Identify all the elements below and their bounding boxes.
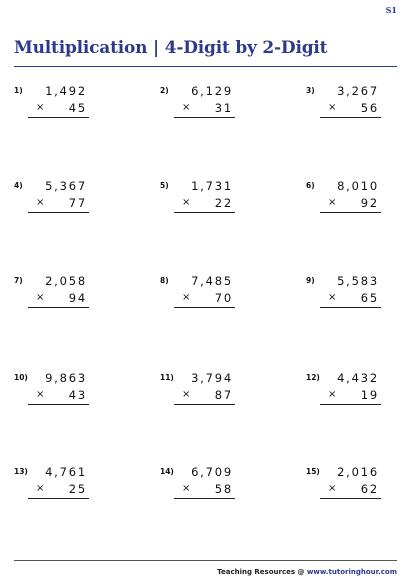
answer-line [320,498,381,499]
multiplier: 77 [68,196,87,210]
multiply-sign: × [328,292,337,303]
problem-number: 12) [306,373,320,382]
multiplicand: 8,010 [337,179,379,193]
page-title: Multiplication | 4-Digit by 2-Digit [14,38,328,58]
multiplier: 31 [214,101,233,115]
footer-label: Teaching Resources @ [217,568,305,576]
multiplier: 70 [214,291,233,305]
answer-line [320,117,381,118]
multiply-sign: × [182,292,191,303]
multiplicand: 2,058 [45,274,87,288]
multiplicand: 5,583 [337,274,379,288]
multiplicand: 6,709 [191,465,233,479]
answer-line [28,307,89,308]
multiplicand: 3,794 [191,371,233,385]
multiply-sign: × [328,389,337,400]
problem-15 [306,467,379,527]
multiply-sign: × [36,197,45,208]
multiply-sign: × [328,197,337,208]
problem-number: 7) [14,276,23,285]
problem-number: 8) [160,276,169,285]
problem-number: 1) [14,86,23,95]
multiplier: 43 [68,388,87,402]
multiply-sign: × [328,102,337,113]
answer-line [320,404,381,405]
problem-number: 14) [160,467,174,476]
multiplicand: 9,863 [45,371,87,385]
problem-number: 2) [160,86,169,95]
multiplicand: 3,267 [337,84,379,98]
answer-line [174,404,235,405]
multiplicand: 4,761 [45,465,87,479]
multiplier: 22 [214,196,233,210]
answer-line [28,498,89,499]
problem-7 [14,276,87,336]
multiplier: 87 [214,388,233,402]
problem-11 [160,373,233,433]
answer-line [174,117,235,118]
problem-2 [160,86,233,146]
answer-line [28,404,89,405]
problem-number: 13) [14,467,28,476]
problem-1 [14,86,87,146]
multiplier: 45 [68,101,87,115]
problem-4 [14,181,87,241]
problem-13 [14,467,87,527]
problem-6 [306,181,379,241]
problem-number: 9) [306,276,315,285]
footer-link[interactable]: www.tutoringhour.com [306,568,397,576]
multiply-sign: × [328,483,337,494]
multiplier: 65 [360,291,379,305]
answer-line [174,307,235,308]
multiplicand: 2,016 [337,465,379,479]
sheet-code: S1 [385,5,397,15]
multiplier: 19 [360,388,379,402]
answer-line [320,307,381,308]
multiply-sign: × [182,197,191,208]
problem-9 [306,276,379,336]
multiplicand: 5,367 [45,179,87,193]
problem-14 [160,467,233,527]
multiplier: 58 [214,482,233,496]
multiply-sign: × [182,389,191,400]
footer [217,568,397,576]
multiplicand: 6,129 [191,84,233,98]
multiplier: 94 [68,291,87,305]
problem-number: 3) [306,86,315,95]
problem-number: 10) [14,373,28,382]
multiply-sign: × [182,102,191,113]
multiply-sign: × [182,483,191,494]
multiplicand: 4,432 [337,371,379,385]
problem-number: 15) [306,467,320,476]
problem-8 [160,276,233,336]
multiplicand: 1,731 [191,179,233,193]
problem-number: 4) [14,181,23,190]
problem-3 [306,86,379,146]
answer-line [320,212,381,213]
problem-12 [306,373,379,433]
answer-line [174,212,235,213]
multiplier: 56 [360,101,379,115]
problem-10 [14,373,87,433]
multiply-sign: × [36,483,45,494]
multiplier: 62 [360,482,379,496]
answer-line [174,498,235,499]
multiply-sign: × [36,102,45,113]
multiplier: 92 [360,196,379,210]
answer-line [28,212,89,213]
multiplicand: 7,485 [191,274,233,288]
problem-number: 11) [160,373,174,382]
multiply-sign: × [36,292,45,303]
problem-number: 6) [306,181,315,190]
problem-number: 5) [160,181,169,190]
multiply-sign: × [36,389,45,400]
problem-5 [160,181,233,241]
multiplier: 25 [68,482,87,496]
multiplicand: 1,492 [45,84,87,98]
footer-divider [14,560,397,561]
answer-line [28,117,89,118]
